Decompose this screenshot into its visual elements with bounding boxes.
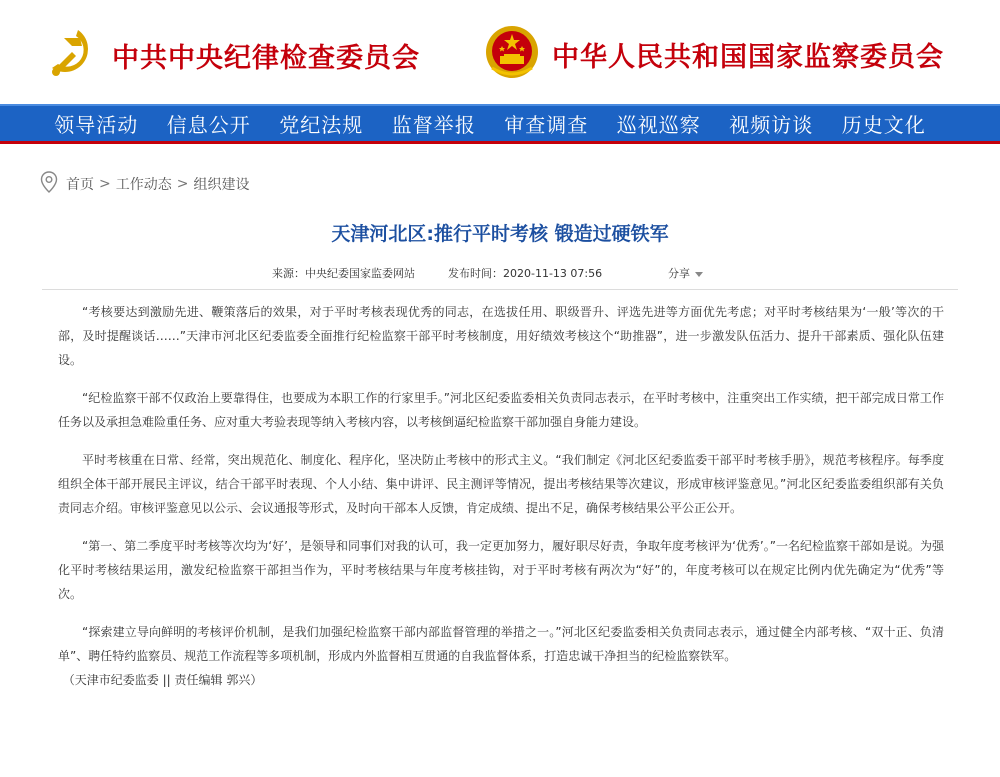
ccdi-brand[interactable] xyxy=(42,24,420,86)
ccdi-title: 中共中央纪律检查委员会 xyxy=(112,42,420,74)
site-header xyxy=(0,0,1000,104)
article-source: 来源：中央纪委国家监委网站 xyxy=(272,267,415,280)
nav-item-report[interactable]: 监督举报 xyxy=(391,113,476,137)
national-emblem-icon xyxy=(484,24,540,84)
location-pin-icon xyxy=(40,171,58,197)
nsc-brand[interactable] xyxy=(484,24,944,84)
article-paragraph: “第一、第二季度平时考核等次均为‘好’，是领导和同事们对我的认可，我一定更加努力，履好职尽好责，争取年度考核评为‘优秀’。”一名纪检监察干部如是说。为强化平时考核结果运用，激发纪检监察干部担当作为，平时考核结果与年度考核挂钩，对于平时考核有两次为“好”的，年度考核可以在规定比例内优先确定为“优秀”等次。 xyxy=(58,539,944,601)
breadcrumb xyxy=(40,171,249,197)
nav-item-video[interactable]: 视频访谈 xyxy=(729,113,814,137)
article-title: 天津河北区:推行平时考核 锻造过硬铁军 xyxy=(331,223,669,245)
breadcrumb-separator: > xyxy=(176,176,189,192)
article-body xyxy=(58,300,944,692)
article-paragraph: “考核要达到激励先进、鞭策落后的效果，对于平时考核表现优秀的同志，在选拔任用、职级晋升、评选先进等方面优先考虑；对平时考核结果为‘一般’等次的干部，及时提醒谈话……”天津市河北区纪委监委全面推行纪检监察干部平时考核制度，用好绩效考核这个“助推器”，进一步激发队伍活力、提升干部素质、强化队伍建设。 xyxy=(58,305,944,367)
breadcrumb-separator: > xyxy=(99,176,111,192)
article-paragraph: “纪检监察干部不仅政治上要靠得住，也要成为本职工作的行家里手。”河北区纪委监委相关负责同志表示，在平时考核中，注重突出工作实绩，把干部完成日常工作任务以及承担急难险重任务、应对重大考验表现等纳入考核内容，以考核倒逼纪检监察干部加强自身能力建设。 xyxy=(58,391,944,429)
party-emblem-icon xyxy=(42,24,100,86)
breadcrumb-home[interactable]: 首页 xyxy=(66,177,94,193)
nav-item-leadership[interactable]: 领导活动 xyxy=(54,113,139,137)
breadcrumb-work-news[interactable]: 工作动态 xyxy=(115,177,172,193)
article-paragraph: 平时考核重在日常、经常，突出规范化、制度化、程序化，坚决防止考核中的形式主义。“我们制定《河北区纪委监委干部平时考核手册》，规范考核程序。每季度组织全体干部开展民主评议，结合干部平时表现、个人小结、集中讲评、民主测评等情况，提出考核结果等次建议，形成审核评鉴意见。”河北区纪委监委组织部有关负责同志介绍。审核评鉴意见以公示、会议通报等形式，及时向干部本人反馈，肯定成绩、提出不足，确保考核结果公平公正公开。 xyxy=(58,453,944,515)
share-label: 分享 xyxy=(668,267,690,280)
nav-item-investigation[interactable]: 审查调查 xyxy=(504,113,589,137)
article-time: 发布时间：2020-11-13 07:56 xyxy=(448,267,603,280)
chevron-down-icon xyxy=(695,272,703,277)
article-signature: （天津市纪委监委 || 责任编辑 郭兴） xyxy=(62,673,263,687)
article-paragraph: “探索建立导向鲜明的考核评价机制，是我们加强纪检监察干部内部监督管理的举措之一。”河北区纪委监委相关负责同志表示，通过健全内部考核、“双十正、负清单”、聘任特约监察员、规范工作流程等多项机制，形成内外监督相互贯通的自我监督体系，打造忠诚干净担当的纪检监察铁军。 xyxy=(58,625,944,663)
nsc-title: 中华人民共和国国家监察委员会 xyxy=(552,41,944,73)
divider xyxy=(42,289,958,290)
share-button[interactable] xyxy=(668,265,703,281)
nav-item-regulations[interactable]: 党纪法规 xyxy=(279,113,364,137)
main-nav xyxy=(0,104,1000,144)
breadcrumb-org-building[interactable]: 组织建设 xyxy=(193,177,250,193)
nav-item-history[interactable]: 历史文化 xyxy=(841,113,926,137)
nav-item-info-disclosure[interactable]: 信息公开 xyxy=(166,113,251,137)
nav-item-inspection[interactable]: 巡视巡察 xyxy=(616,113,701,137)
